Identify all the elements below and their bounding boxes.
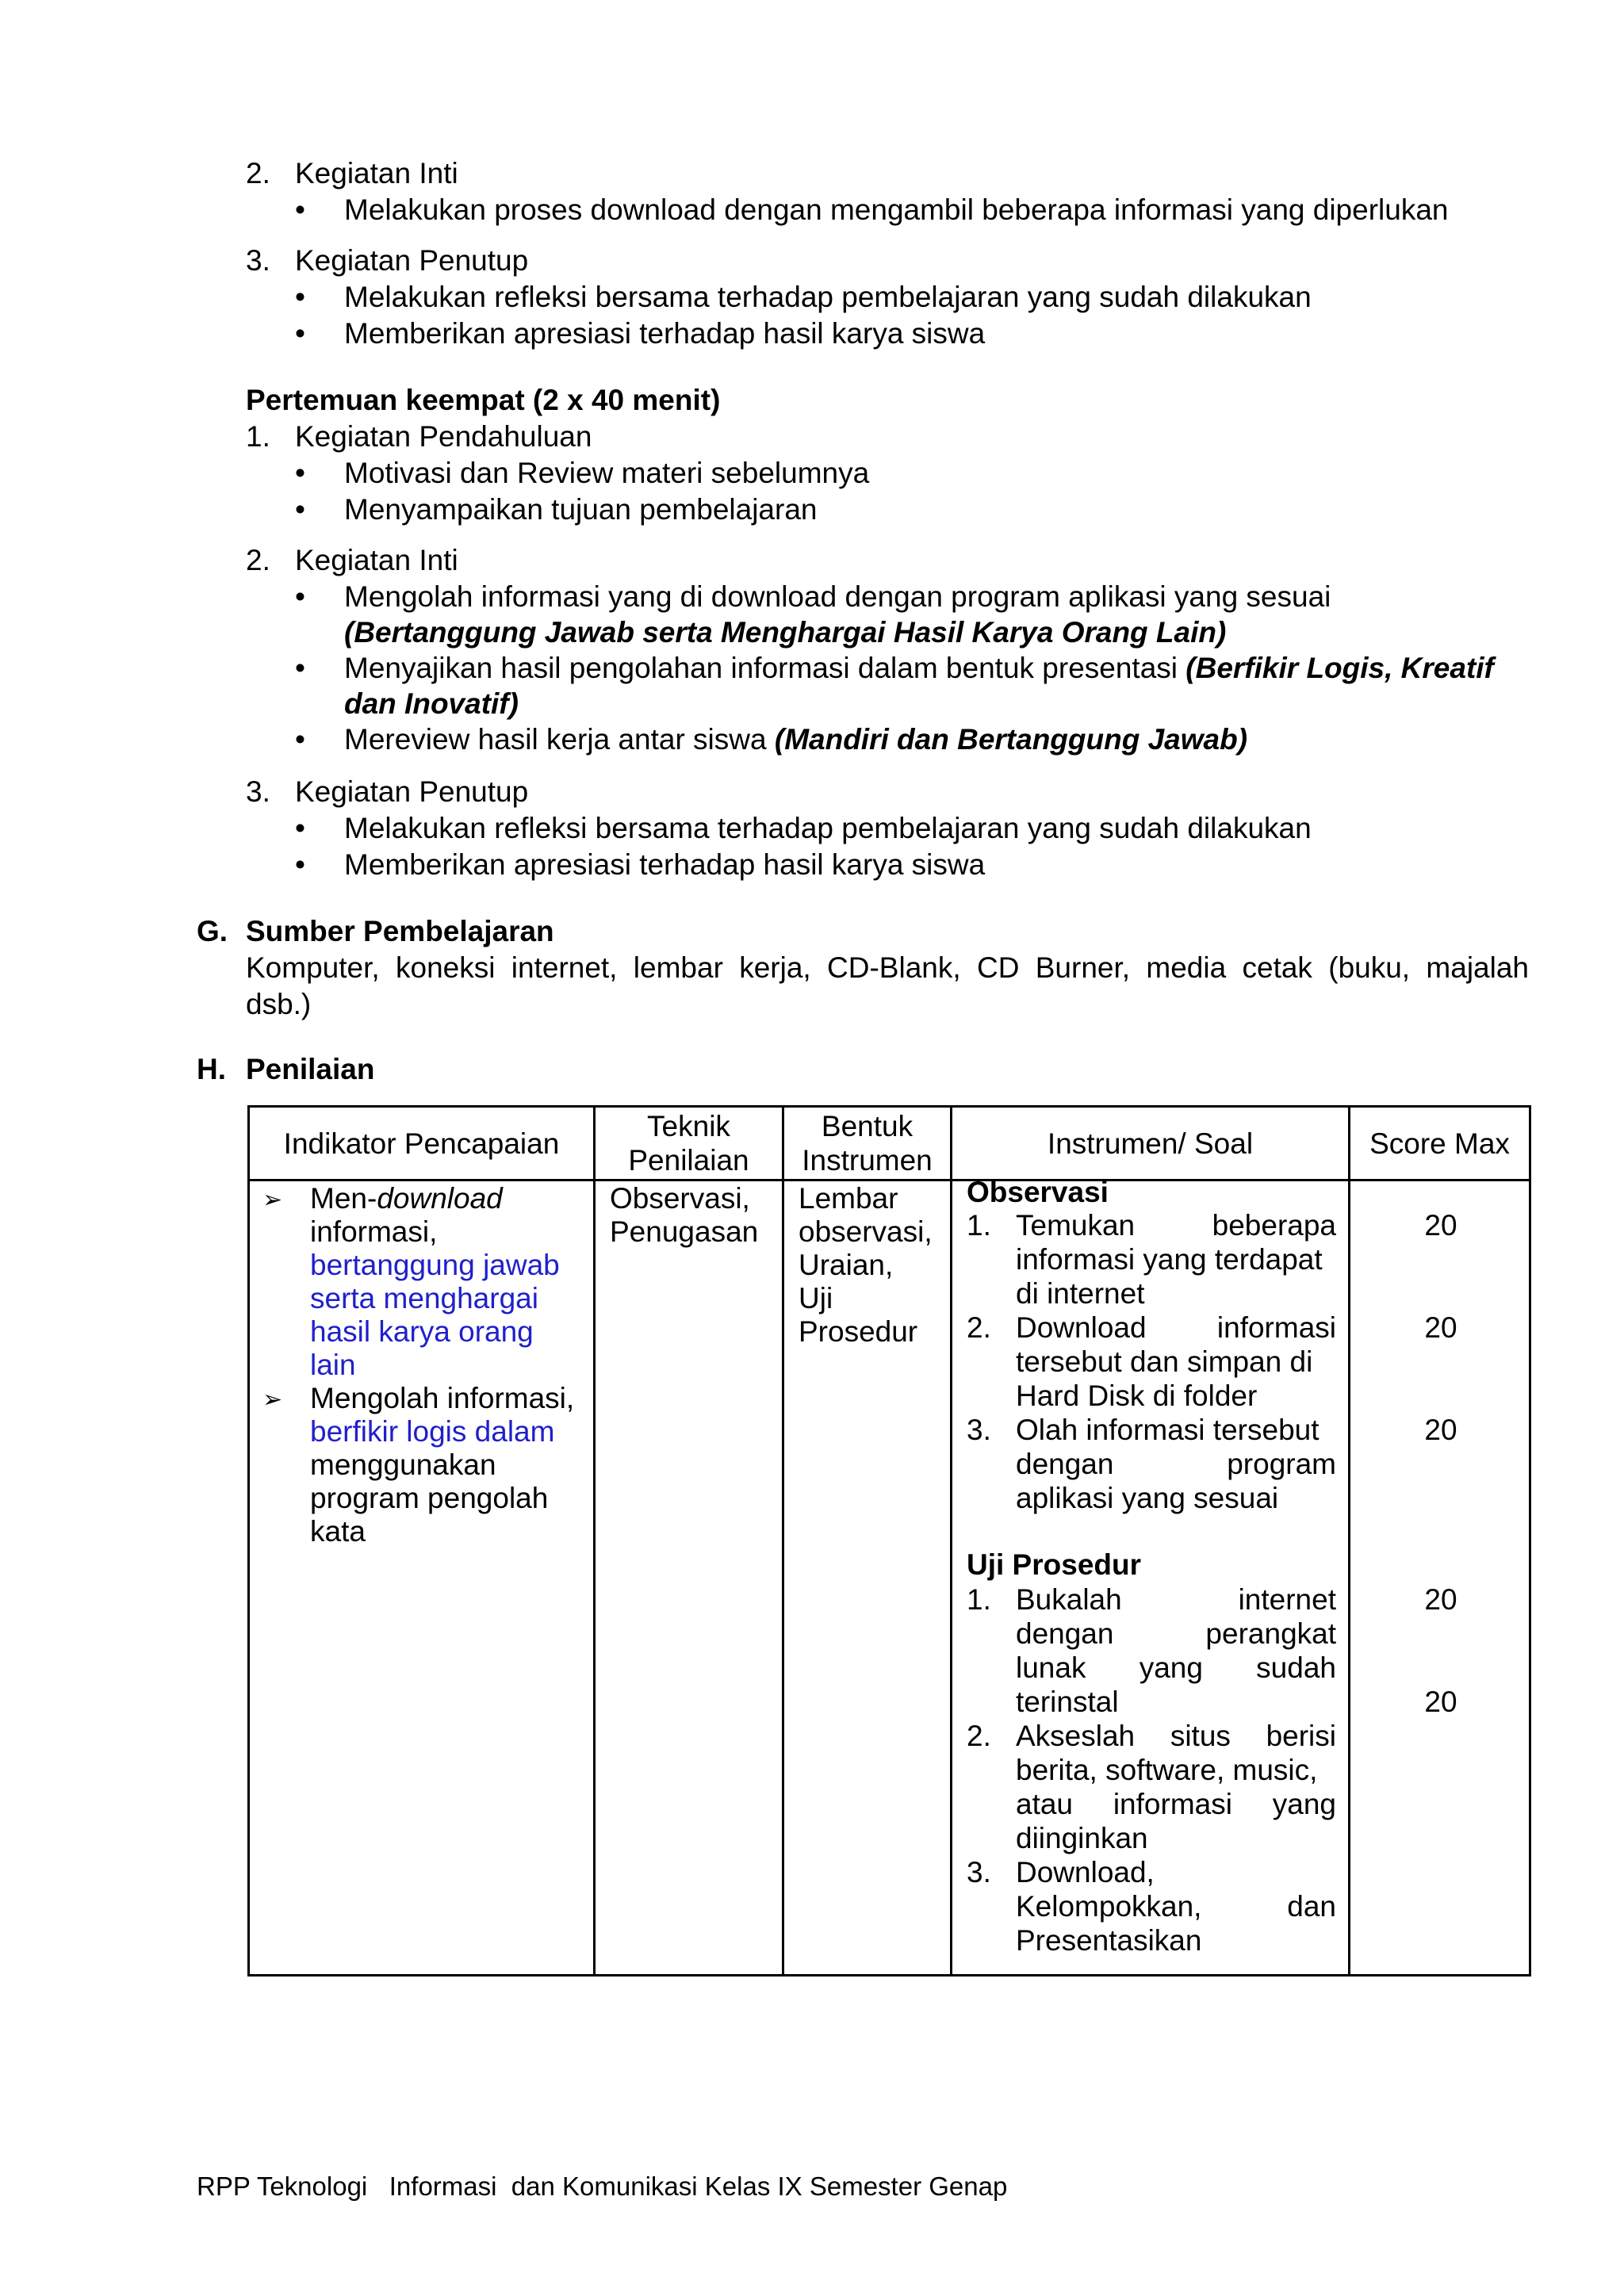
soal-line: Presentasikan — [1016, 1924, 1202, 1957]
bentuk-line: observasi, — [799, 1215, 933, 1248]
soal-group-title: Observasi — [967, 1176, 1109, 1208]
soal-line: informasi yang terdapat — [1016, 1243, 1323, 1276]
soal-line: Temukan beberapa — [1016, 1209, 1336, 1242]
soal-line: berita, software, music, — [1016, 1754, 1318, 1786]
soal-line: atau informasi yang — [1016, 1788, 1336, 1820]
list-item: Memberikan apresiasi terhadap hasil karya siswa — [344, 317, 986, 350]
character-note: dan Inovatif) — [344, 687, 519, 720]
header-instrumen: Instrumen/ Soal — [952, 1107, 1350, 1181]
bentuk-line: Uji — [799, 1282, 833, 1314]
score-value: 20 — [1424, 1686, 1457, 1718]
list-number: 1. — [246, 420, 270, 453]
section-title: Sumber Pembelajaran — [246, 915, 554, 947]
soal-line: di internet — [1016, 1277, 1145, 1310]
indicator-line: lain — [310, 1349, 356, 1381]
soal-line: Download informasi — [1016, 1311, 1336, 1344]
activity-title: Kegiatan Pendahuluan — [295, 420, 592, 453]
arrow-bullet-icon: ➢ — [262, 1187, 283, 1213]
soal-number: 3. — [967, 1856, 991, 1888]
soal-line: terinstal — [1016, 1686, 1119, 1718]
table-header-row — [249, 1107, 1530, 1181]
bentuk-line: Uraian, — [799, 1249, 894, 1281]
bullet: • — [295, 493, 305, 526]
bullet: • — [295, 317, 305, 350]
activity-title: Kegiatan Inti — [295, 544, 458, 576]
list-number: 2. — [246, 544, 270, 576]
section-letter: G. — [197, 915, 228, 947]
cell-indikator — [249, 1181, 595, 1976]
list-item: Memberikan apresiasi terhadap hasil karya siswa — [344, 848, 986, 881]
list-item: Melakukan refleksi bersama terhadap pembelajaran yang sudah dilakukan — [344, 812, 1312, 844]
list-item: Mereview hasil kerja antar siswa (Mandiri dan Bertanggung Jawab) — [344, 723, 1248, 756]
soal-line: lunak yang sudah — [1016, 1651, 1336, 1684]
bullet: • — [295, 652, 305, 684]
soal-line: aplikasi yang sesuai — [1016, 1482, 1279, 1514]
score-value: 20 — [1424, 1311, 1457, 1344]
list-item: Menyajikan hasil pengolahan informasi dalam bentuk presentasi (Berfikir Logis, Kreatif — [344, 652, 1494, 684]
activity-title: Kegiatan Penutup — [295, 775, 529, 808]
soal-number: 2. — [967, 1311, 991, 1344]
section-text: Komputer, koneksi internet, lembar kerja, CD-Blank, CD Burner, media cetak (buku, majalah — [246, 951, 1529, 984]
soal-line: Kelompokkan, dan — [1016, 1890, 1336, 1923]
score-value: 20 — [1424, 1583, 1457, 1616]
cell-teknik — [595, 1181, 783, 1976]
soal-line: Akseslah situs berisi — [1016, 1720, 1336, 1752]
meeting-heading: Pertemuan keempat (2 x 40 menit) — [246, 384, 721, 416]
header-score: Score Max — [1350, 1107, 1530, 1181]
indicator-line: hasil karya orang — [310, 1315, 534, 1348]
soal-line: Olah informasi tersebut — [1016, 1414, 1320, 1446]
indicator-line: Men-download — [310, 1182, 503, 1215]
bullet: • — [295, 812, 305, 844]
bullet: • — [295, 580, 305, 613]
bullet: • — [295, 457, 305, 489]
indicator-line: bertanggung jawab — [310, 1249, 560, 1281]
soal-line: dengan program — [1016, 1448, 1336, 1480]
bentuk-line: Prosedur — [799, 1315, 918, 1348]
indicator-line: program pengolah — [310, 1482, 549, 1514]
header-indikator: Indikator Pencapaian — [249, 1107, 595, 1181]
list-number: 3. — [246, 244, 270, 277]
soal-number: 1. — [967, 1583, 991, 1616]
indicator-line: serta menghargai — [310, 1282, 538, 1314]
list-item: Melakukan refleksi bersama terhadap pembelajaran yang sudah dilakukan — [344, 281, 1312, 313]
bullet: • — [295, 723, 305, 756]
soal-line: diinginkan — [1016, 1822, 1148, 1854]
bullet: • — [295, 193, 305, 226]
list-item: Mengolah informasi yang di download dengan program aplikasi yang sesuai — [344, 580, 1331, 613]
header-teknik: Teknik Penilaian — [595, 1107, 783, 1181]
list-item: Melakukan proses download dengan mengambil beberapa informasi yang diperlukan — [344, 193, 1449, 226]
teknik-line: Observasi, — [610, 1182, 750, 1215]
list-item: Motivasi dan Review materi sebelumnya — [344, 457, 870, 489]
character-note: (Bertanggung Jawab serta Menghargai Hasil Karya Orang Lain) — [344, 616, 1227, 649]
indicator-line: menggunakan — [310, 1448, 496, 1481]
soal-group-title: Uji Prosedur — [967, 1548, 1141, 1581]
indicator-line: Mengolah informasi, — [310, 1382, 575, 1414]
activity-title: Kegiatan Inti — [295, 157, 458, 189]
soal-line: dengan perangkat — [1016, 1617, 1336, 1650]
soal-line: Download, — [1016, 1856, 1155, 1888]
score-value: 20 — [1424, 1209, 1457, 1242]
list-number: 2. — [246, 157, 270, 189]
arrow-bullet-icon: ➢ — [262, 1387, 283, 1413]
table-row — [249, 1181, 1530, 1976]
page-footer: RPP Teknologi Informasi dan Komunikasi Kelas IX Semester Genap — [197, 2172, 1008, 2201]
soal-number: 2. — [967, 1720, 991, 1752]
cell-score — [1350, 1181, 1530, 1976]
indicator-line: berfikir logis dalam — [310, 1415, 555, 1448]
teknik-line: Penugasan — [610, 1215, 759, 1248]
indicator-line: kata — [310, 1515, 366, 1548]
list-item: Menyampaikan tujuan pembelajaran — [344, 493, 818, 526]
score-value: 20 — [1424, 1414, 1457, 1446]
soal-number: 1. — [967, 1209, 991, 1242]
list-number: 3. — [246, 775, 270, 808]
assessment-table — [247, 1105, 1531, 1976]
cell-bentuk — [783, 1181, 952, 1976]
section-text: dsb.) — [246, 988, 312, 1020]
activity-title: Kegiatan Penutup — [295, 244, 529, 277]
section-letter: H. — [197, 1053, 226, 1085]
header-bentuk: Bentuk Instrumen — [783, 1107, 952, 1181]
soal-number: 3. — [967, 1414, 991, 1446]
soal-line: Hard Disk di folder — [1016, 1380, 1258, 1412]
cell-soal — [952, 1176, 1350, 1976]
indicator-line: informasi, — [310, 1215, 438, 1248]
soal-line: Bukalah internet — [1016, 1583, 1336, 1616]
bullet: • — [295, 281, 305, 313]
bullet: • — [295, 848, 305, 881]
soal-line: tersebut dan simpan di — [1016, 1345, 1313, 1378]
section-title: Penilaian — [246, 1053, 375, 1085]
bentuk-line: Lembar — [799, 1182, 898, 1215]
